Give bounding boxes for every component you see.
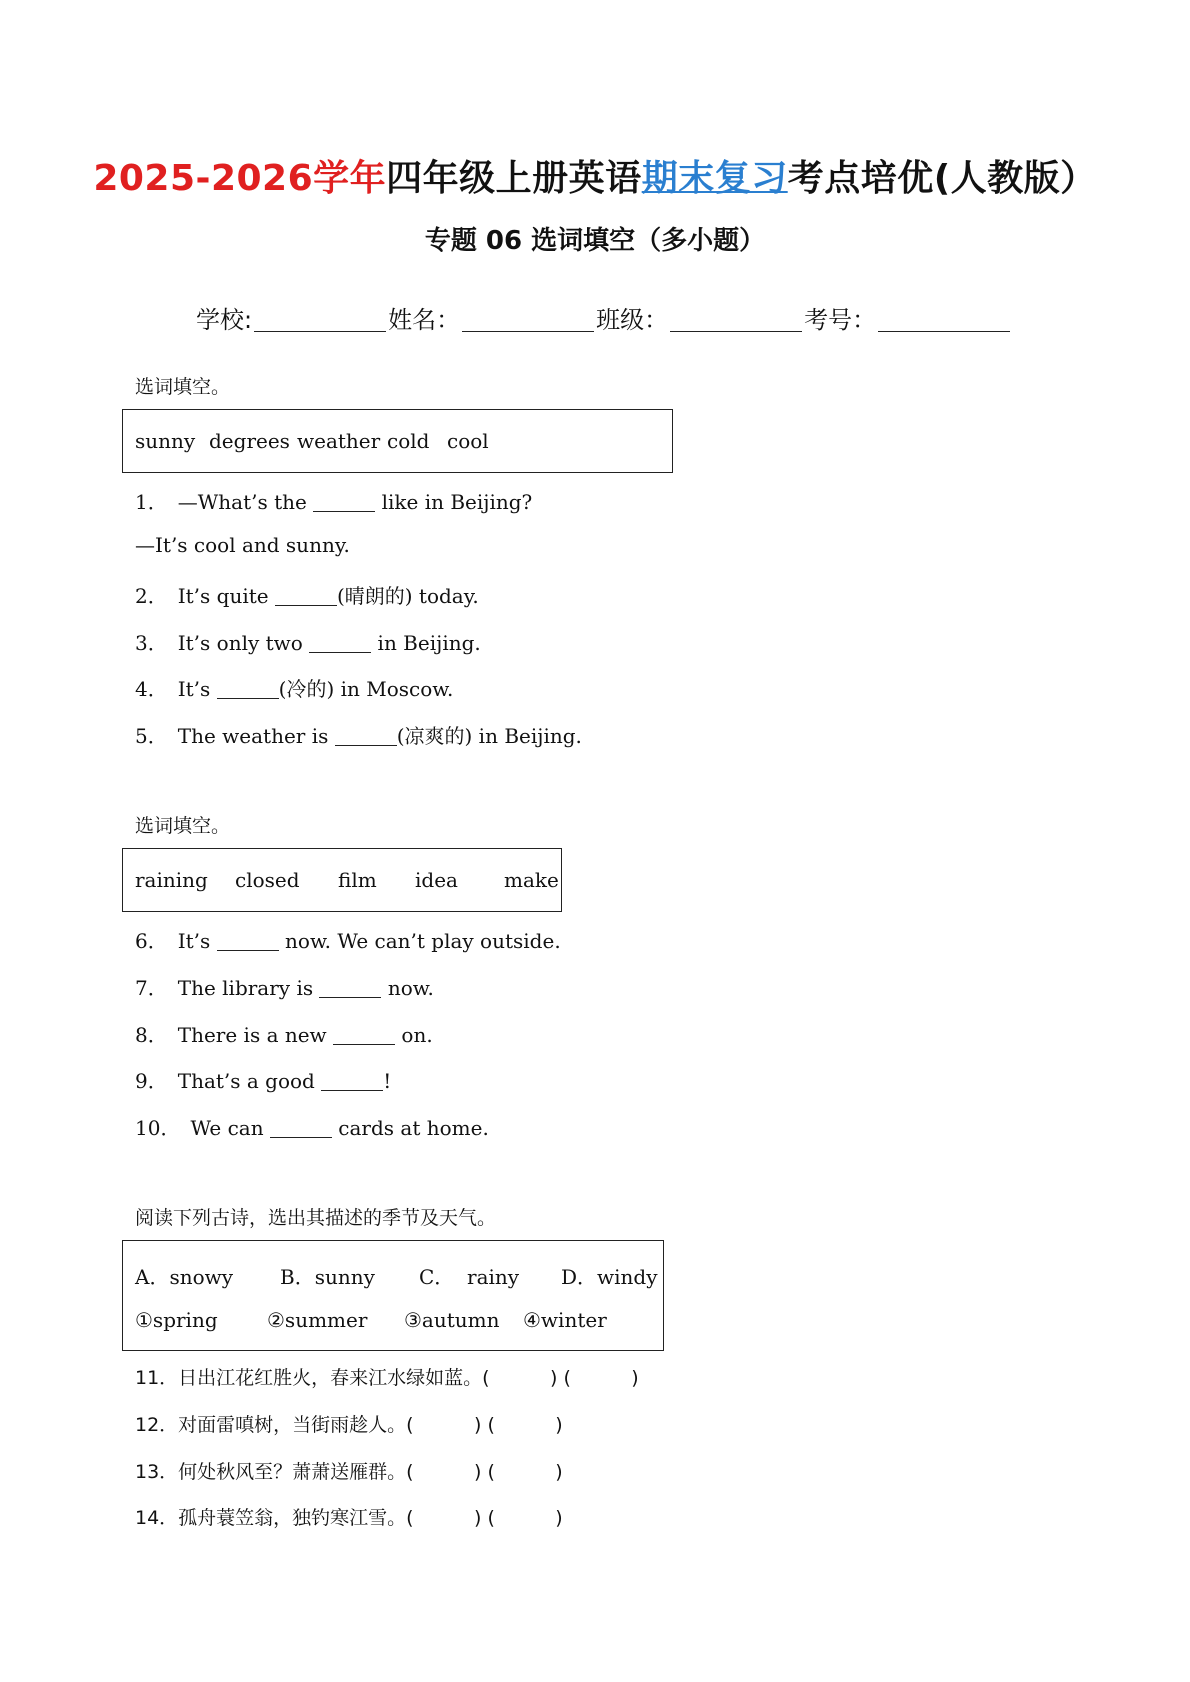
word-option: weather: [297, 429, 381, 453]
season-option: ②summer: [267, 1308, 368, 1332]
student-info: [196, 300, 1012, 335]
answer-blank[interactable]: [309, 632, 371, 653]
title-years: 2025-2026: [93, 158, 314, 199]
word-option: degrees: [209, 429, 290, 453]
section1-word-box: [122, 409, 673, 473]
class-field[interactable]: [670, 307, 802, 332]
season-option: ④winter: [523, 1308, 607, 1332]
title-end: 考点培优(人教版）: [787, 158, 1097, 199]
season-option: ③autumn: [404, 1308, 500, 1332]
question-3: 3． It’s only two in Beijing.: [135, 631, 481, 655]
question-11: 11．日出江花红胜火，春来江水绿如蓝。( ) ( ): [135, 1367, 639, 1389]
question-14: 14．孤舟蓑笠翁，独钓寒江雪。( ) ( ): [135, 1507, 563, 1529]
page-subtitle: 专题 06 选词填空（多小题）: [424, 226, 766, 256]
weather-option: A．snowy: [135, 1265, 234, 1289]
word-option: make: [504, 868, 559, 892]
school-label: 学校:: [196, 306, 253, 334]
word-option: closed: [235, 868, 300, 892]
question-1-response: —It’s cool and sunny.: [135, 533, 350, 557]
question-4: 4． It’s (冷的) in Moscow.: [135, 677, 454, 701]
word-option: cold: [387, 429, 430, 453]
title-mid: 四年级上册英语: [386, 158, 642, 199]
answer-blank[interactable]: [275, 585, 337, 606]
answer-blank[interactable]: [270, 1117, 332, 1138]
answer-blank[interactable]: [333, 1024, 395, 1045]
answer-blank[interactable]: [321, 1070, 383, 1091]
word-option: film: [338, 868, 377, 892]
section3-option-box: [122, 1240, 664, 1351]
page-title: [0, 150, 1190, 201]
section3-instruction: 阅读下列古诗，选出其描述的季节及天气。: [135, 1207, 497, 1229]
section2-word-box: [122, 848, 562, 912]
question-10: 10． We can cards at home.: [135, 1116, 489, 1140]
question-1: 1． —What’s the like in Beijing?: [135, 490, 533, 514]
exam-number-field[interactable]: [878, 307, 1010, 332]
answer-blank[interactable]: [335, 725, 397, 746]
section2-instruction: 选词填空。: [135, 815, 231, 837]
question-13: 13．何处秋风至？萧萧送雁群。( ) ( ): [135, 1461, 563, 1483]
school-field[interactable]: [254, 307, 386, 332]
word-option: sunny: [135, 429, 196, 453]
name-label: 姓名：: [388, 306, 461, 334]
title-blue: 期末复习: [641, 158, 788, 199]
name-field[interactable]: [462, 307, 594, 332]
answer-blank[interactable]: [217, 930, 279, 951]
class-label: 班级：: [596, 306, 669, 334]
weather-option: B．sunny: [280, 1265, 375, 1289]
word-option: idea: [415, 868, 458, 892]
word-option: raining: [135, 868, 208, 892]
question-6: 6． It’s now. We can’t play outside.: [135, 929, 561, 953]
question-5: 5． The weather is (凉爽的) in Beijing.: [135, 724, 582, 748]
question-2: 2． It’s quite (晴朗的) today.: [135, 584, 479, 608]
answer-blank[interactable]: [319, 977, 381, 998]
season-option: ①spring: [135, 1308, 218, 1332]
section1-instruction: 选词填空。: [135, 376, 231, 398]
weather-option: D．windy: [561, 1265, 658, 1289]
question-7: 7． The library is now.: [135, 976, 434, 1000]
answer-blank[interactable]: [313, 491, 375, 512]
weather-option: C． rainy: [419, 1265, 520, 1289]
exam-number-label: 考号：: [804, 306, 877, 334]
question-9: 9． That’s a good !: [135, 1069, 392, 1093]
answer-blank[interactable]: [217, 678, 279, 699]
title-red: 学年: [313, 158, 387, 199]
question-12: 12．对面雷嗔树，当街雨趁人。( ) ( ): [135, 1414, 563, 1436]
question-8: 8． There is a new on.: [135, 1023, 433, 1047]
word-option: cool: [447, 429, 489, 453]
